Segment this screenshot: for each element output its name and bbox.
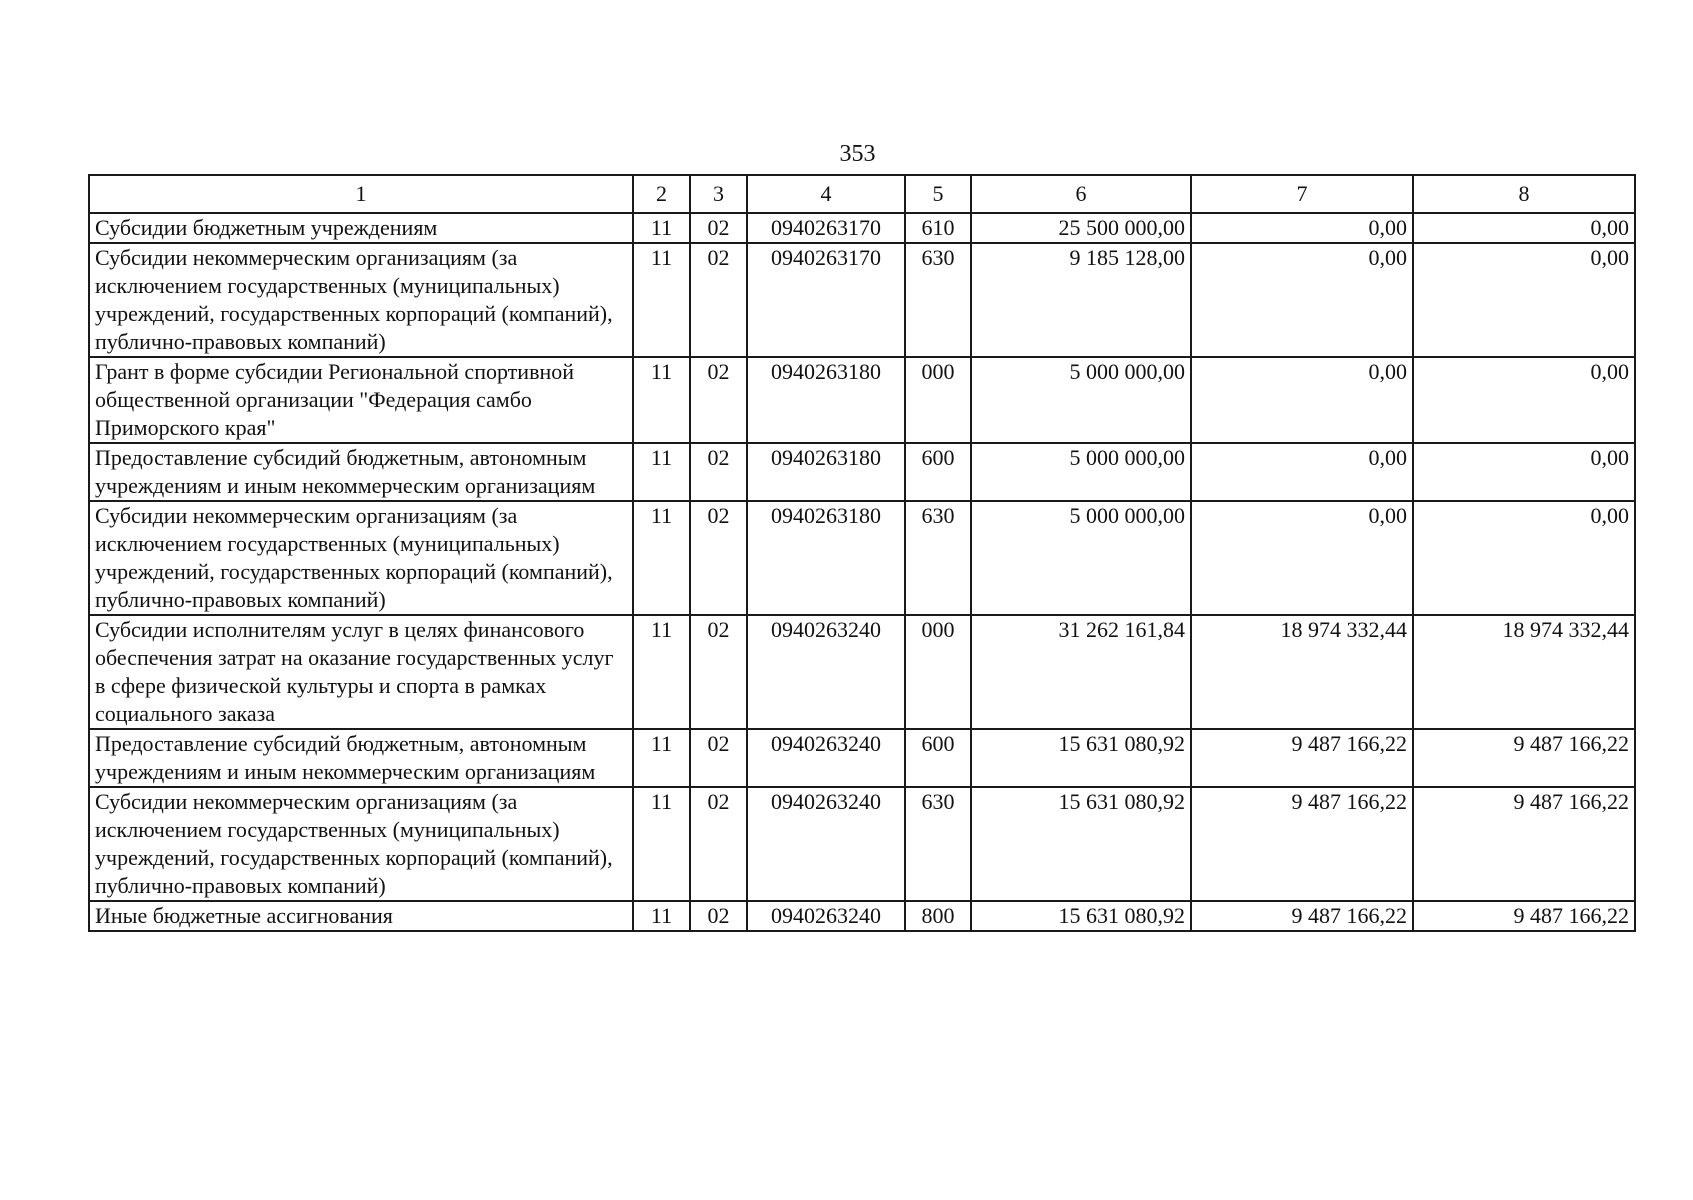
row-name-cell: Субсидии некоммерческим организациям (за исключением государственных (муниципальных) учреждений, государственных корпораций (компаний), публично-правовых компаний) bbox=[89, 243, 633, 357]
row-target-code-cell: 0940263180 bbox=[747, 357, 905, 443]
row-name-cell: Грант в форме субсидии Региональной спортивной общественной организации "Федерация самбо Приморского края" bbox=[89, 357, 633, 443]
row-expense-type-cell: 630 bbox=[905, 501, 971, 615]
row-name-cell: Субсидии некоммерческим организациям (за исключением государственных (муниципальных) учреждений, государственных корпораций (компаний), публично-правовых компаний) bbox=[89, 501, 633, 615]
row-amount-cell: 0,00 bbox=[1191, 243, 1413, 357]
row-name-cell: Иные бюджетные ассигнования bbox=[89, 901, 633, 931]
row-amount-cell: 5 000 000,00 bbox=[971, 443, 1191, 501]
row-amount-cell: 0,00 bbox=[1191, 357, 1413, 443]
row-amount-cell: 18 974 332,44 bbox=[1413, 615, 1635, 729]
table-row bbox=[89, 615, 1635, 729]
row-section-cell: 11 bbox=[633, 357, 690, 443]
row-amount-cell: 0,00 bbox=[1413, 243, 1635, 357]
row-target-code-cell: 0940263180 bbox=[747, 501, 905, 615]
row-target-code-cell: 0940263170 bbox=[747, 213, 905, 243]
budget-table bbox=[88, 174, 1636, 932]
table-row bbox=[89, 901, 1635, 931]
row-section-cell: 11 bbox=[633, 787, 690, 901]
row-expense-type-cell: 630 bbox=[905, 787, 971, 901]
row-expense-type-cell: 630 bbox=[905, 243, 971, 357]
row-amount-cell: 9 487 166,22 bbox=[1191, 901, 1413, 931]
row-section-cell: 11 bbox=[633, 443, 690, 501]
column-header: 8 bbox=[1413, 175, 1635, 213]
row-amount-cell: 25 500 000,00 bbox=[971, 213, 1191, 243]
row-amount-cell: 5 000 000,00 bbox=[971, 501, 1191, 615]
row-subsection-cell: 02 bbox=[690, 243, 747, 357]
row-subsection-cell: 02 bbox=[690, 213, 747, 243]
row-amount-cell: 31 262 161,84 bbox=[971, 615, 1191, 729]
row-amount-cell: 0,00 bbox=[1413, 357, 1635, 443]
row-subsection-cell: 02 bbox=[690, 443, 747, 501]
row-amount-cell: 9 185 128,00 bbox=[971, 243, 1191, 357]
row-expense-type-cell: 000 bbox=[905, 357, 971, 443]
row-amount-cell: 9 487 166,22 bbox=[1191, 787, 1413, 901]
row-name-cell: Предоставление субсидий бюджетным, автономным учреждениям и иным некоммерческим организациям bbox=[89, 729, 633, 787]
row-amount-cell: 5 000 000,00 bbox=[971, 357, 1191, 443]
row-amount-cell: 0,00 bbox=[1191, 501, 1413, 615]
row-amount-cell: 0,00 bbox=[1191, 213, 1413, 243]
row-amount-cell: 15 631 080,92 bbox=[971, 901, 1191, 931]
row-amount-cell: 0,00 bbox=[1191, 443, 1413, 501]
column-header: 3 bbox=[690, 175, 747, 213]
row-amount-cell: 9 487 166,22 bbox=[1413, 787, 1635, 901]
row-expense-type-cell: 610 bbox=[905, 213, 971, 243]
row-section-cell: 11 bbox=[633, 615, 690, 729]
row-name-cell: Субсидии некоммерческим организациям (за исключением государственных (муниципальных) учреждений, государственных корпораций (компаний), публично-правовых компаний) bbox=[89, 787, 633, 901]
row-amount-cell: 15 631 080,92 bbox=[971, 787, 1191, 901]
row-expense-type-cell: 600 bbox=[905, 729, 971, 787]
row-target-code-cell: 0940263180 bbox=[747, 443, 905, 501]
row-section-cell: 11 bbox=[633, 901, 690, 931]
column-header: 5 bbox=[905, 175, 971, 213]
table-row bbox=[89, 787, 1635, 901]
column-header: 7 bbox=[1191, 175, 1413, 213]
column-header: 6 bbox=[971, 175, 1191, 213]
table-header-row bbox=[89, 175, 1635, 213]
row-expense-type-cell: 000 bbox=[905, 615, 971, 729]
row-target-code-cell: 0940263240 bbox=[747, 729, 905, 787]
row-target-code-cell: 0940263240 bbox=[747, 901, 905, 931]
row-section-cell: 11 bbox=[633, 729, 690, 787]
row-amount-cell: 9 487 166,22 bbox=[1413, 729, 1635, 787]
row-amount-cell: 9 487 166,22 bbox=[1191, 729, 1413, 787]
table-row bbox=[89, 213, 1635, 243]
row-subsection-cell: 02 bbox=[690, 615, 747, 729]
row-amount-cell: 0,00 bbox=[1413, 443, 1635, 501]
page-number: 353 bbox=[839, 141, 876, 167]
row-amount-cell: 0,00 bbox=[1413, 501, 1635, 615]
row-subsection-cell: 02 bbox=[690, 357, 747, 443]
row-name-cell: Субсидии бюджетным учреждениям bbox=[89, 213, 633, 243]
row-subsection-cell: 02 bbox=[690, 901, 747, 931]
row-subsection-cell: 02 bbox=[690, 729, 747, 787]
row-amount-cell: 15 631 080,92 bbox=[971, 729, 1191, 787]
row-target-code-cell: 0940263240 bbox=[747, 615, 905, 729]
row-amount-cell: 18 974 332,44 bbox=[1191, 615, 1413, 729]
row-amount-cell: 0,00 bbox=[1413, 213, 1635, 243]
row-name-cell: Предоставление субсидий бюджетным, автономным учреждениям и иным некоммерческим организациям bbox=[89, 443, 633, 501]
column-header: 1 bbox=[89, 175, 633, 213]
row-expense-type-cell: 600 bbox=[905, 443, 971, 501]
row-target-code-cell: 0940263170 bbox=[747, 243, 905, 357]
column-header: 2 bbox=[633, 175, 690, 213]
table-row bbox=[89, 501, 1635, 615]
row-name-cell: Субсидии исполнителям услуг в целях финансового обеспечения затрат на оказание государственных услуг в сфере физической культуры и спорта в рамках социального заказа bbox=[89, 615, 633, 729]
column-header: 4 bbox=[747, 175, 905, 213]
row-amount-cell: 9 487 166,22 bbox=[1413, 901, 1635, 931]
row-target-code-cell: 0940263240 bbox=[747, 787, 905, 901]
row-subsection-cell: 02 bbox=[690, 501, 747, 615]
table-row bbox=[89, 443, 1635, 501]
row-expense-type-cell: 800 bbox=[905, 901, 971, 931]
table-row bbox=[89, 729, 1635, 787]
row-section-cell: 11 bbox=[633, 501, 690, 615]
row-section-cell: 11 bbox=[633, 243, 690, 357]
row-section-cell: 11 bbox=[633, 213, 690, 243]
row-subsection-cell: 02 bbox=[690, 787, 747, 901]
table-row bbox=[89, 243, 1635, 357]
table-row bbox=[89, 357, 1635, 443]
